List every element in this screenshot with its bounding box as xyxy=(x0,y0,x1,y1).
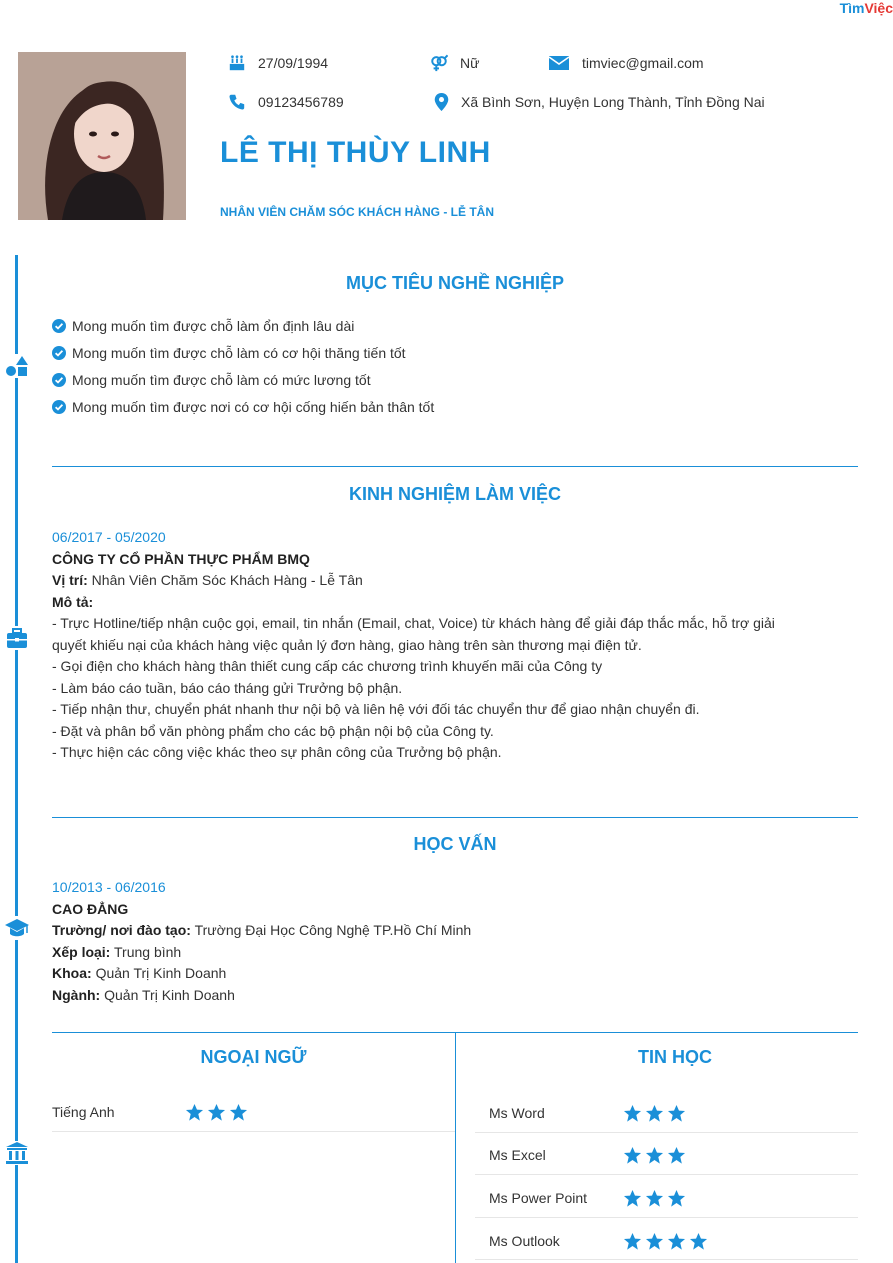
map-pin-icon xyxy=(434,93,449,111)
it-skill-row xyxy=(489,1147,546,1163)
section-divider xyxy=(52,817,858,818)
phone-info[interactable] xyxy=(228,93,344,111)
language-name: Tiếng Anh xyxy=(52,1104,115,1120)
description-label: Mô tả: xyxy=(52,593,94,610)
objective-text: Mong muốn tìm được chỗ làm ổn định lâu dài xyxy=(72,318,355,334)
email-value[interactable]: timviec@gmail.com xyxy=(582,55,704,71)
faculty-value: Quản Trị Kinh Doanh xyxy=(95,965,227,981)
it-skill-name: Ms Excel xyxy=(489,1147,546,1163)
experience-heading: KINH NGHIỆM LÀM VIỆC xyxy=(348,484,561,504)
education-heading: HỌC VẤN xyxy=(413,834,497,854)
star-icon xyxy=(667,1232,686,1251)
star-icon xyxy=(623,1146,642,1165)
description-line: - Trực Hotline/tiếp nhận cuộc gọi, email, tin nhắn (Email, chat, Voice) từ khách hàng để giải đáp thắc mắc, hỗ trợ giải xyxy=(52,615,775,631)
portrait-photo-icon xyxy=(18,52,186,220)
objective-text: Mong muốn tìm được nơi có cơ hội cống hiến bản thân tốt xyxy=(72,399,435,415)
star-rating xyxy=(185,1103,248,1122)
email-info[interactable] xyxy=(548,54,704,72)
row-divider xyxy=(475,1217,858,1218)
it-skill-name: Ms Outlook xyxy=(489,1233,560,1249)
star-icon xyxy=(623,1104,642,1123)
it-skill-row xyxy=(489,1233,560,1249)
birthday-cake-icon xyxy=(228,54,246,72)
address-info xyxy=(434,93,765,111)
objective-item xyxy=(52,345,406,361)
gender-info xyxy=(430,54,479,72)
experience-entry xyxy=(52,527,858,764)
star-icon xyxy=(229,1103,248,1122)
phone-value[interactable]: 09123456789 xyxy=(258,94,344,110)
section-divider xyxy=(52,466,858,467)
degree-name: CAO ĐẲNG xyxy=(52,900,129,917)
university-icon xyxy=(5,1141,29,1165)
description-line: - Tiếp nhận thư, chuyển phát nhanh thư nội bộ và liên hệ với đối tác chuyển thư để giao nhận chuyển đi. xyxy=(52,701,700,717)
row-divider xyxy=(475,1174,858,1175)
major-label: Ngành: xyxy=(52,986,101,1003)
row-divider xyxy=(475,1259,858,1260)
rank-label: Xếp loại: xyxy=(52,943,111,960)
star-rating xyxy=(623,1189,686,1208)
it-skills-heading: TIN HỌC xyxy=(638,1047,712,1067)
birthday-info xyxy=(228,54,328,72)
description-line: - Làm báo cáo tuần, báo cáo tháng gửi Trưởng bộ phận. xyxy=(52,679,403,696)
it-skill-row xyxy=(489,1105,545,1121)
it-skill-name: Ms Power Point xyxy=(489,1190,588,1206)
check-circle-icon xyxy=(52,319,66,333)
major-value: Quản Trị Kinh Doanh xyxy=(104,986,235,1003)
star-icon xyxy=(185,1103,204,1122)
gender-icon xyxy=(430,54,448,72)
position-value: Nhân Viên Chăm Sóc Khách Hàng - Lễ Tân xyxy=(91,572,363,588)
description-line: - Thực hiện các công việc khác theo sự phân công của Trưởng bộ phận. xyxy=(52,744,502,760)
objective-item xyxy=(52,318,354,334)
rank-value: Trung bình xyxy=(114,943,182,960)
star-icon xyxy=(667,1104,686,1123)
description-line: - Đặt và phân bổ văn phòng phẩm cho các bộ phận nội bộ của Công ty. xyxy=(52,722,494,739)
star-icon xyxy=(623,1189,642,1208)
education-entry xyxy=(52,877,858,1006)
column-divider xyxy=(455,1033,456,1263)
star-icon xyxy=(645,1104,664,1123)
position-label: Vị trí: xyxy=(52,572,88,588)
objective-item xyxy=(52,399,434,415)
faculty-label: Khoa: xyxy=(52,965,92,981)
description-line: - Gọi điện cho khách hàng thân thiết cung cấp các chương trình khuyến mãi của Công ty xyxy=(52,658,603,674)
company-name: CÔNG TY CỔ PHẦN THỰC PHẨM BMQ xyxy=(52,550,310,567)
gender-value: Nữ xyxy=(460,55,480,71)
star-rating xyxy=(623,1104,686,1123)
it-skill-row xyxy=(489,1190,587,1206)
star-icon xyxy=(623,1232,642,1251)
check-circle-icon xyxy=(52,373,66,387)
star-icon xyxy=(689,1232,708,1251)
shapes-icon xyxy=(5,354,29,378)
objective-text: Mong muốn tìm được chỗ làm có cơ hội thăng tiến tốt xyxy=(72,345,406,361)
phone-icon xyxy=(228,93,246,111)
star-icon xyxy=(667,1146,686,1165)
star-icon xyxy=(645,1232,664,1251)
description-line: quyết khiếu nại của khách hàng việc quản lý đơn hàng, giao hàng trên sàn thương mại điện tử. xyxy=(52,636,642,653)
objective-text: Mong muốn tìm được chỗ làm có mức lương tốt xyxy=(72,372,371,388)
experience-date: 06/2017 - 05/2020 xyxy=(52,529,166,545)
star-icon xyxy=(645,1146,664,1165)
profile-photo xyxy=(18,52,186,220)
star-icon xyxy=(645,1189,664,1208)
school-value: Trường Đại Học Công Nghệ TP.Hồ Chí Minh xyxy=(194,922,472,938)
timeline-line xyxy=(15,255,18,1263)
it-skill-name: Ms Word xyxy=(489,1105,545,1121)
row-divider xyxy=(52,1131,455,1132)
envelope-icon xyxy=(548,54,570,72)
row-divider xyxy=(475,1132,858,1133)
star-icon xyxy=(667,1189,686,1208)
star-rating xyxy=(623,1232,708,1251)
objective-item xyxy=(52,372,371,388)
check-circle-icon xyxy=(52,346,66,360)
logo-prefix: Tìm xyxy=(839,0,865,16)
address-value: Xã Bình Sơn, Huyện Long Thành, Tỉnh Đồng Nai xyxy=(461,94,765,110)
objective-heading: MỤC TIÊU NGHỀ NGHIỆP xyxy=(345,273,564,293)
birthday-value: 27/09/1994 xyxy=(258,55,329,71)
brand-logo[interactable] xyxy=(840,0,893,16)
briefcase-icon xyxy=(5,626,29,650)
check-circle-icon xyxy=(52,400,66,414)
school-label: Trường/ nơi đào tạo: xyxy=(52,922,191,938)
language-row xyxy=(52,1104,115,1120)
languages-heading: NGOẠI NGỮ xyxy=(200,1047,307,1067)
star-rating xyxy=(623,1146,686,1165)
star-icon xyxy=(207,1103,226,1122)
graduation-cap-icon xyxy=(5,916,29,940)
education-date: 10/2013 - 06/2016 xyxy=(52,879,166,895)
job-title: NHÂN VIÊN CHĂM SÓC KHÁCH HÀNG - LỄ TÂN xyxy=(220,205,494,219)
candidate-name: LÊ THỊ THÙY LINH xyxy=(220,136,491,169)
logo-suffix: Việc xyxy=(864,0,893,16)
